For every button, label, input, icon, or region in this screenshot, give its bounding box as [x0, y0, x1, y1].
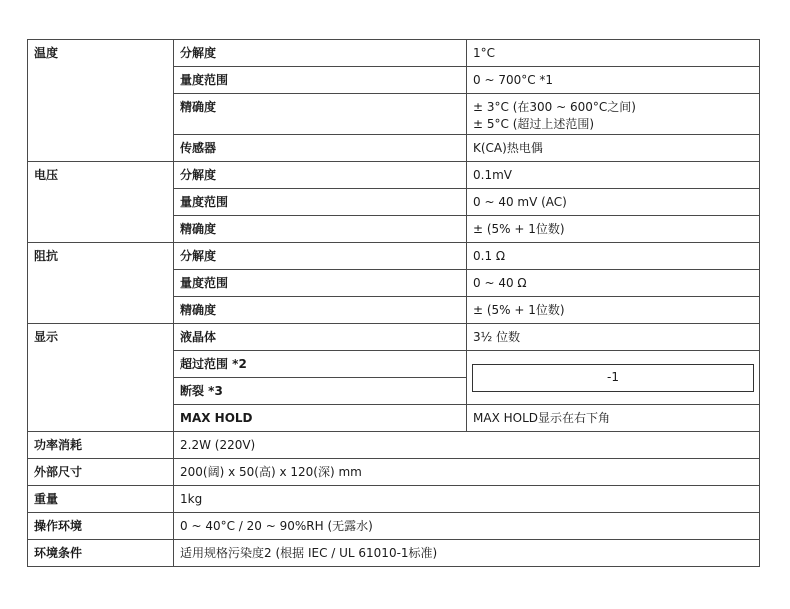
power-label: 功率消耗 [28, 432, 174, 459]
temp-range-name: 量度范围 [174, 67, 467, 94]
display-maxhold-value: MAX HOLD显示在右下角 [467, 405, 760, 432]
voltage-resolution-value: 0.1mV [467, 162, 760, 189]
temp-accuracy-line2: ± 5°C (超过上述范围) [473, 117, 595, 131]
power-row [28, 432, 760, 459]
temp-label: 温度 [28, 40, 174, 162]
dimensions-value: 200(阔) x 50(高) x 120(深) mm [174, 459, 760, 486]
display-overrange-break-cell [467, 351, 760, 405]
display-overrange-break-value: -1 [472, 364, 754, 392]
temp-accuracy-value [467, 94, 760, 135]
display-overrange-name: 超过范围 *2 [174, 351, 467, 378]
display-lcd-value: 3½ 位数 [467, 324, 760, 351]
temp-resolution-name: 分解度 [174, 40, 467, 67]
environment-label: 环境条件 [28, 540, 174, 567]
temp-accuracy-line1: ± 3°C (在300 ~ 600°C之间) [473, 100, 636, 114]
temp-sensor-value: K(CA)热电偶 [467, 135, 760, 162]
spec-table [27, 39, 760, 567]
weight-label: 重量 [28, 486, 174, 513]
dimensions-label: 外部尺寸 [28, 459, 174, 486]
impedance-resolution-value: 0.1 Ω [467, 243, 760, 270]
display-maxhold-name: MAX HOLD [174, 405, 467, 432]
display-lcd-row [28, 324, 760, 351]
impedance-range-value: 0 ~ 40 Ω [467, 270, 760, 297]
voltage-range-value: 0 ~ 40 mV (AC) [467, 189, 760, 216]
voltage-range-name: 量度范围 [174, 189, 467, 216]
temp-range-value: 0 ~ 700°C *1 [467, 67, 760, 94]
impedance-accuracy-value: ± (5% + 1位数) [467, 297, 760, 324]
voltage-resolution-row [28, 162, 760, 189]
operating-row [28, 513, 760, 540]
display-lcd-name: 液晶体 [174, 324, 467, 351]
temp-sensor-name: 传感器 [174, 135, 467, 162]
environment-row [28, 540, 760, 567]
impedance-resolution-row [28, 243, 760, 270]
power-value: 2.2W (220V) [174, 432, 760, 459]
operating-label: 操作环境 [28, 513, 174, 540]
impedance-accuracy-name: 精确度 [174, 297, 467, 324]
dimensions-row [28, 459, 760, 486]
display-label: 显示 [28, 324, 174, 432]
temp-resolution-row [28, 40, 760, 67]
weight-row [28, 486, 760, 513]
impedance-label: 阻抗 [28, 243, 174, 324]
temp-resolution-value: 1°C [467, 40, 760, 67]
impedance-range-name: 量度范围 [174, 270, 467, 297]
voltage-resolution-name: 分解度 [174, 162, 467, 189]
voltage-accuracy-name: 精确度 [174, 216, 467, 243]
voltage-accuracy-value: ± (5% + 1位数) [467, 216, 760, 243]
temp-accuracy-name: 精确度 [174, 94, 467, 135]
weight-value: 1kg [174, 486, 760, 513]
impedance-resolution-name: 分解度 [174, 243, 467, 270]
environment-value: 适用规格污染度2 (根据 IEC / UL 61010-1标准) [174, 540, 760, 567]
display-break-name: 断裂 *3 [174, 378, 467, 405]
voltage-label: 电压 [28, 162, 174, 243]
operating-value: 0 ~ 40°C / 20 ~ 90%RH (无露水) [174, 513, 760, 540]
